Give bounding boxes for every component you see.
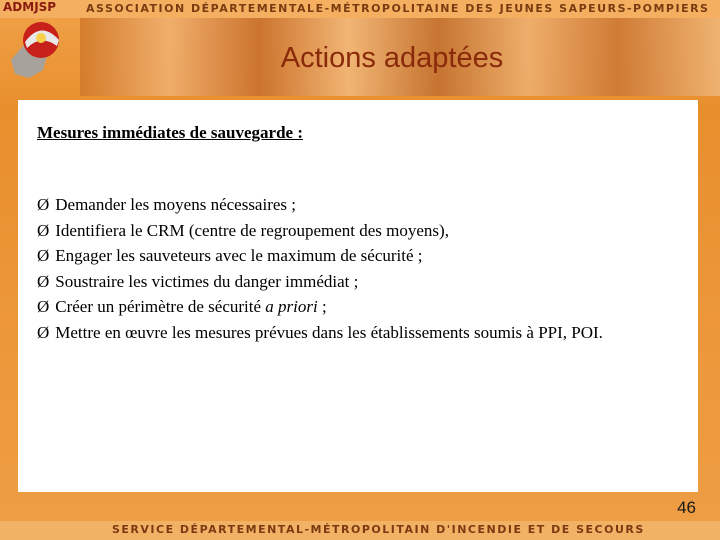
arrow-bullet-icon: Ø [37, 246, 50, 265]
footer-org-full: SERVICE DÉPARTEMENTAL-MÉTROPOLITAIN D'INCENDIE ET DE SECOURS [112, 523, 645, 536]
bullet-item: Ø Identifiera le CRM (centre de regroupement des moyens), [37, 218, 687, 244]
italic-phrase: a priori [265, 297, 318, 316]
content-panel [18, 100, 698, 492]
bullet-item: Ø Mettre en œuvre les mesures prévues dans les établissements soumis à PPI, POI. [37, 320, 687, 346]
bullet-item: Ø Créer un périmètre de sécurité a priori ; [37, 294, 687, 320]
bullet-item: Ø Demander les moyens nécessaires ; [37, 192, 687, 218]
arrow-bullet-icon: Ø [37, 271, 50, 291]
bullet-item: Ø Engager les sauveteurs avec le maximum de sécurité ; [37, 243, 687, 269]
page-number: 46 [677, 498, 696, 517]
org-short-name: ADMJSP [3, 0, 57, 14]
arrow-bullet-icon: Ø [37, 220, 50, 240]
arrow-bullet-icon: Ø [37, 322, 50, 342]
bullet-list [37, 192, 687, 345]
header-org-full: ASSOCIATION DÉPARTEMENTALE-MÉTROPOLITAINE DES JEUNES SAPEURS-POMPIERS [86, 2, 710, 15]
slide-subtitle: Mesures immédiates de sauvegarde : [37, 123, 303, 142]
arrow-bullet-icon: Ø [37, 195, 50, 214]
slide-title: Actions adaptées [280, 42, 504, 74]
arrow-bullet-icon: Ø [37, 297, 50, 316]
bullet-item: Ø Soustraire les victimes du danger immédiat ; [37, 269, 687, 295]
